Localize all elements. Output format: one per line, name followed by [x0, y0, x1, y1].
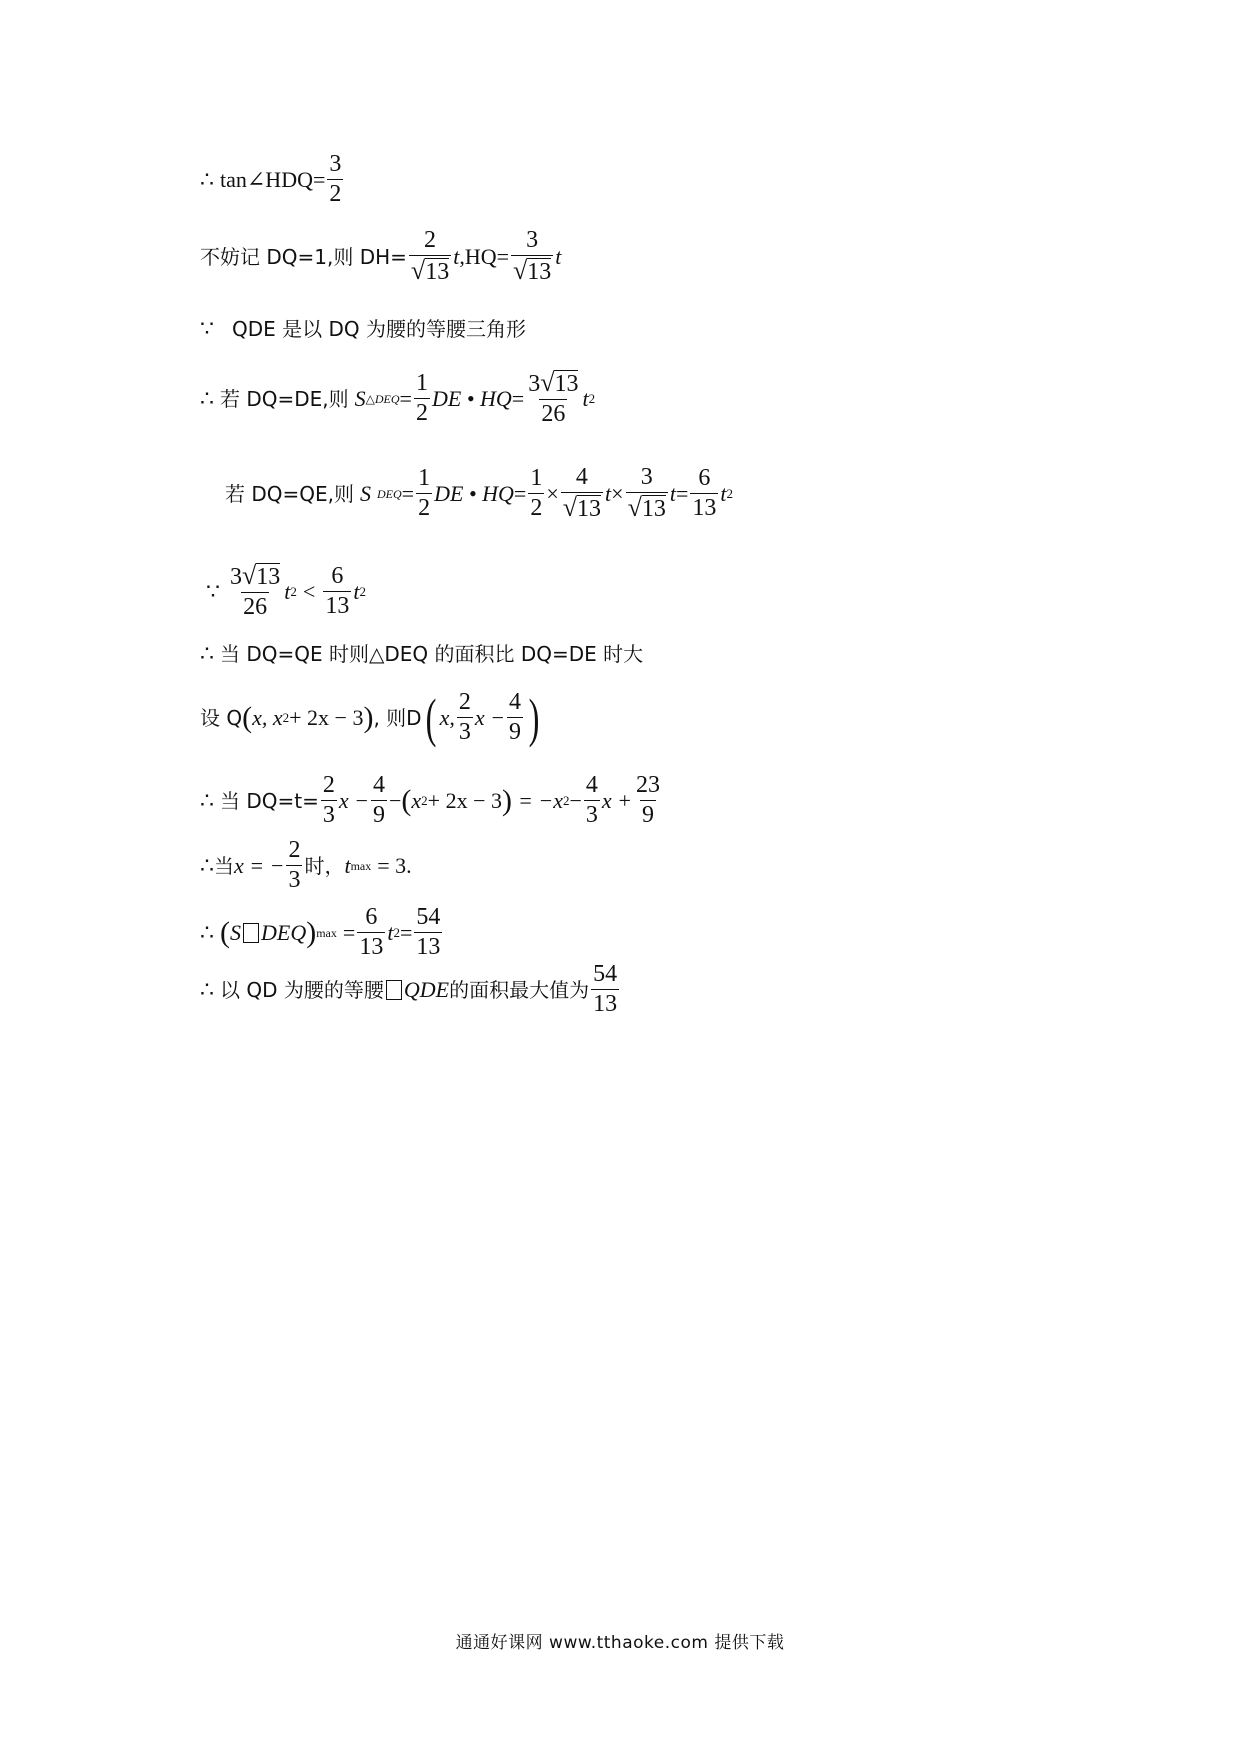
line-dh-hq: 不妨记 DQ=1,则 DH= 2 √ 13 t ,HQ= 3 √ 13 t [200, 227, 562, 286]
hq-label: ,HQ= [459, 243, 509, 269]
line5-text: 若 DQ=QE,则 [225, 481, 354, 506]
fraction-4-sqrt13: 4 √ 13 [562, 464, 602, 523]
line-smax: ∴ ( S DEQ ) max = $\frac{6}{13}$ t 2 = $\frac{54}{13}$ [200, 904, 441, 961]
because-symbol: ∵ [206, 578, 220, 604]
line-tmax: ∴ 当 x = − $\frac{2}{3}$ 时， t max = 3. [200, 837, 412, 894]
fraction-6-13: $\frac{6}{13}$ [692, 465, 717, 522]
fraction-3-sqrt13: 3 √ 13 [627, 464, 666, 523]
placeholder-box [243, 923, 259, 943]
fraction-2-3: $\frac{2}{3}$ [458, 689, 471, 746]
footer-watermark: 通通好课网 www.tthaoke.com 提供下载 [455, 1633, 785, 1653]
line-case-de: ∴ 若 DQ=DE,则 S △DEQ = $\frac{1}{2}$ DE • HQ = 3 √ 13 26 t 2 [200, 368, 596, 428]
line2-text: 不妨记 DQ=1,则 DH= [200, 244, 407, 269]
line-set-q: 设 Q ( x, x 2 + 2x − 3 ) , 则D ( x, $\frac{2}{3}$ x − $\frac{4}{9}$ ) [200, 687, 540, 748]
line-dq-t: ∴ 当 DQ=t= $\frac{2}{3}$ x − $\frac{4}{9}$ − ( x 2 + 2x − 3 ) = −x 2 − $\frac{4}{3}$ x + $\frac{23}{9}$ [200, 772, 661, 829]
line-tan [200, 152, 345, 207]
fraction-2-3: $\frac{2}{3}$ [322, 772, 335, 829]
fraction-3-2: $\frac{3}{2}$ [329, 151, 342, 208]
fraction-4-9: $\frac{4}{9}$ [508, 689, 521, 746]
fraction-54-13: $\frac{54}{13}$ [416, 904, 441, 961]
therefore-symbol: ∴ [200, 976, 214, 1002]
line-conclusion-larger [200, 643, 643, 665]
line4-text: 若 DQ=DE,则 [220, 386, 349, 411]
placeholder-box [386, 980, 402, 1000]
fraction-23-9: $\frac{23}{9}$ [636, 772, 661, 829]
fraction-left: 3 √ 13 26 [230, 561, 281, 621]
therefore-symbol: ∴ [200, 919, 214, 945]
fraction-half: $\frac{1}{2}$ [418, 465, 431, 522]
therefore-symbol: ∴ [200, 641, 214, 666]
line-compare: ∵ 3 √ 13 26 t 2 < $\frac{6}{13}$ t 2 [206, 561, 366, 621]
therefore-symbol: ∴ [200, 787, 214, 813]
fraction-half: $\frac{1}{2}$ [415, 370, 428, 427]
therefore-symbol: ∴ [200, 852, 214, 878]
tan-expression: tan∠HDQ= [220, 166, 326, 192]
fraction-hq: 3 √ 13 [513, 227, 552, 286]
fraction-6-13: $\frac{6}{13}$ [359, 904, 384, 961]
fraction-4-9: $\frac{4}{9}$ [372, 772, 385, 829]
line8-text: 设 Q [200, 705, 243, 730]
therefore-symbol: ∴ [200, 385, 214, 411]
fraction-2-3: $\frac{2}{3}$ [288, 837, 301, 894]
fraction-half-2: $\frac{1}{2}$ [530, 465, 543, 522]
fraction-right: $\frac{6}{13}$ [325, 563, 350, 620]
line-isosceles [200, 318, 526, 340]
fraction-result: 3 √ 13 26 [528, 368, 579, 428]
fraction-54-13: $\frac{54}{13}$ [593, 961, 618, 1018]
line7-text: 当 DQ=QE 时则△DEQ 的面积比 DQ=DE 时大 [220, 642, 644, 666]
therefore-symbol: ∴ [200, 166, 214, 192]
line-final-answer: ∴ 以 QD 为腰的等腰 QDE 的面积最大值为 $\frac{54}{13}$ [200, 961, 618, 1018]
line-case-qe: 若 DQ=QE,则 S DEQ = $\frac{1}{2}$ DE • HQ = $\frac{1}{2}$ × 4 √ 13 t × 3 √ 13 t = $\frac{6}{13}$ t 2 [225, 464, 734, 523]
line9-text: 当 DQ=t= [220, 788, 319, 813]
line3-text: QDE 是以 DQ 为腰的等腰三角形 [232, 317, 526, 341]
because-symbol: ∵ [200, 316, 214, 341]
fraction-dh: 2 √ 13 [410, 227, 450, 286]
fraction-4-3: $\frac{4}{3}$ [585, 772, 598, 829]
